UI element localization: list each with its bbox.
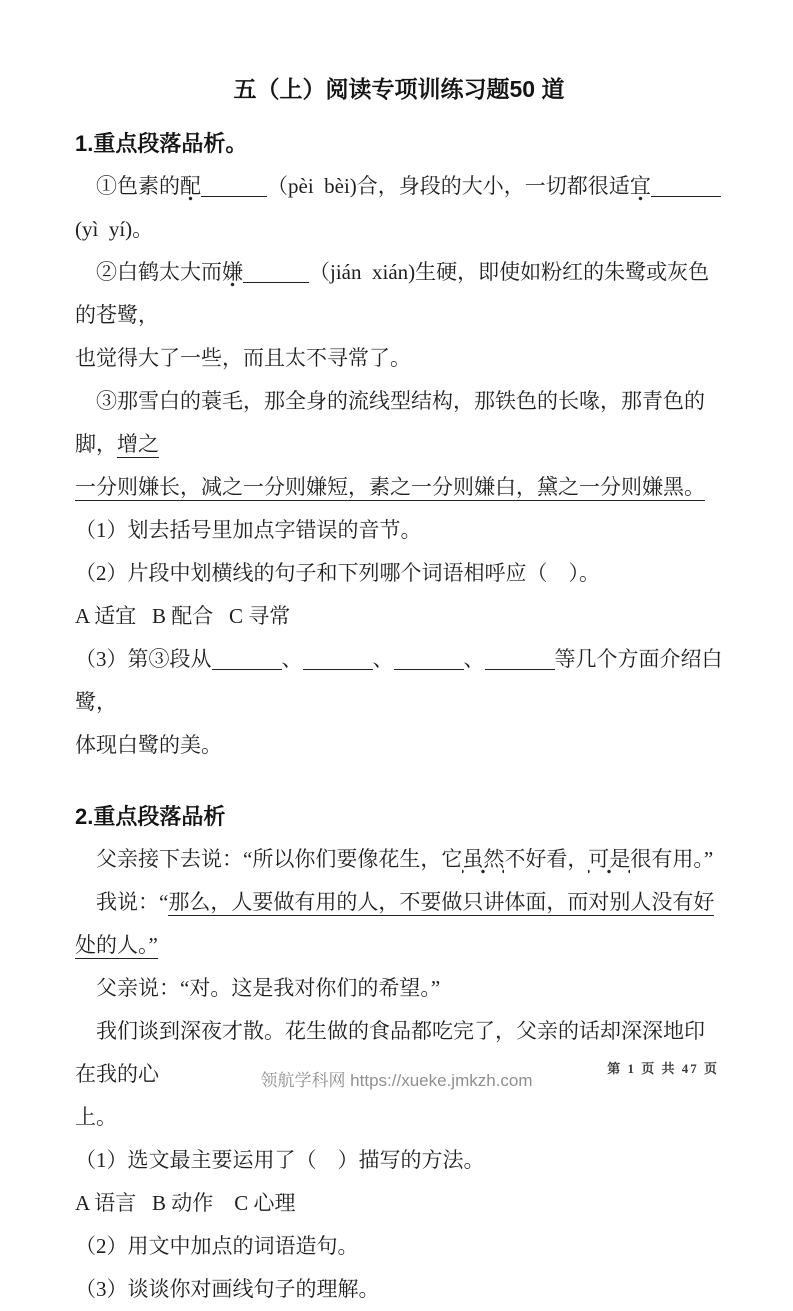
page-number: 第 1 页 共 47 页: [607, 1061, 719, 1076]
passage-paragraph-2: [75, 881, 723, 967]
fill-blank: [303, 667, 373, 670]
underlined-text: 增之: [117, 432, 159, 456]
footer-site-watermark: 领航学科网 https://xueke.jmkzh.com: [260, 1071, 533, 1090]
question-1-2: （2）片段中划横线的句子和下列哪个词语相呼应（ ）。: [75, 561, 600, 585]
options-1-2: A 适宜 B 配合 C 寻常: [75, 604, 291, 628]
dotted-word: 可是: [588, 847, 630, 874]
underlined-text: 那么，人要做有用的人，不要做只讲体面，而对别人没有好处的人。: [75, 890, 715, 957]
fill-blank: [201, 194, 267, 197]
separator: 、: [372, 647, 394, 671]
text-segment: ①色素的: [96, 174, 180, 198]
text-segment: 不好看，: [504, 847, 589, 871]
passage-paragraph-3: 父亲说：“对。这是我对你们的希望。”: [96, 976, 441, 1000]
text-segment: (yì yí)。: [75, 217, 154, 241]
text-segment: ③那雪白的蓑毛，那全身的流线型结构，那铁色的长喙，那青色的脚，: [75, 389, 705, 456]
fill-blank: [485, 667, 555, 670]
passage-paragraph-4-continued: 上。: [75, 1105, 117, 1129]
text-segment: 很有用。”: [630, 847, 714, 871]
question-2-2: （2）用文中加点的词语造句。: [75, 1234, 359, 1258]
dotted-word: 嫌: [222, 260, 243, 287]
fill-blank: [394, 667, 464, 670]
separator: 、: [463, 647, 485, 671]
passage-item-3-continued: [75, 466, 723, 509]
passage-item-2-continued: 也觉得大了一些，而且太不寻常了。: [75, 346, 411, 370]
question-1-3: [75, 638, 723, 724]
passage-item-3: [75, 380, 723, 466]
text-segment: ②白鹤太大而: [96, 260, 222, 284]
fill-blank: [243, 280, 309, 283]
question-2-3: （3）谈谈你对画线句子的理解。: [75, 1277, 380, 1301]
text-segment: 等几个方面介绍白鹭，: [75, 647, 723, 714]
dotted-word: 虽然: [462, 847, 504, 874]
question-1-3-continued: 体现白鹭的美。: [75, 733, 222, 757]
passage-item-1: [75, 165, 723, 251]
question-1-1: （1）划去括号里加点字错误的音节。: [75, 518, 422, 542]
text-segment: （pèi bèi)合，身段的大小，一切都很适: [267, 174, 630, 198]
options-2-1: A 语言 B 动作 C 心理: [75, 1191, 296, 1215]
document-page: [75, 72, 723, 1311]
section-1-heading: 1.重点段落品析。: [75, 131, 248, 156]
passage-paragraph-4: 我们谈到深夜才散。花生做的食品都吃完了，父亲的话却深深地印在我的心: [75, 1019, 705, 1086]
fill-blank: [651, 194, 721, 197]
separator: 、: [281, 647, 303, 671]
passage-paragraph-1: [75, 838, 723, 881]
underlined-text: ”: [148, 933, 158, 957]
fill-blank: [212, 667, 282, 670]
page-title: 五（上）阅读专项训练习题50 道: [233, 76, 565, 102]
question-2-1: （1）选文最主要运用了（ ）描写的方法。: [75, 1148, 485, 1172]
text-segment: 父亲接下去说：“所以你们要像花生，它: [96, 847, 463, 871]
text-segment: （jián xián)生硬，即使如粉红的朱鹭或灰色的苍鹭，: [75, 260, 710, 327]
text-segment: （3）第③段从: [75, 647, 212, 671]
underlined-text: 一分则嫌长，减之一分则嫌短，素之一分则嫌白，黛之一分则嫌黑。: [75, 475, 705, 499]
text-segment: 我说：“: [96, 890, 169, 914]
dotted-word: 配: [180, 174, 201, 201]
passage-item-2: [75, 251, 723, 337]
section-2-heading: 2.重点段落品析: [75, 804, 226, 829]
dotted-word: 宜: [630, 174, 651, 201]
